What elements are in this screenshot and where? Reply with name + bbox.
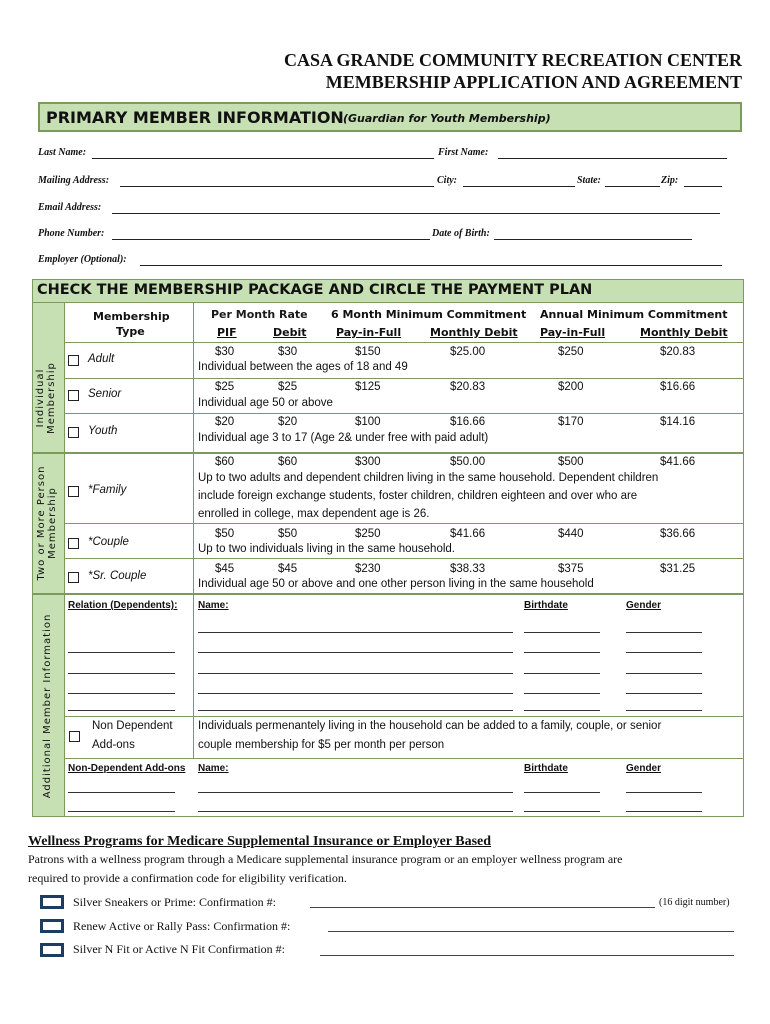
row-divider-3	[64, 523, 744, 524]
couple-debit[interactable]: $50	[278, 528, 298, 540]
sr-couple-six-debit[interactable]: $38.33	[450, 563, 486, 575]
wellness-para-1: Patrons with a wellness program through a Medicare supplemental insurance program or an employer wellness program are	[28, 852, 623, 866]
sidebar-individual-label-line1: Individual	[35, 368, 46, 428]
primary-subheading-text: (Guardian for Youth Membership)	[343, 112, 551, 125]
addon-name-line-1[interactable]	[198, 792, 513, 793]
nondep-label-2: Add-ons	[92, 739, 135, 751]
nondep-label-1: Non Dependent	[92, 720, 173, 732]
sr-couple-checkbox[interactable]	[68, 572, 79, 583]
sr-couple-ann-debit[interactable]: $31.25	[660, 563, 696, 575]
package-heading-text: CHECK THE MEMBERSHIP PACKAGE AND CIRCLE THE PAYMENT PLAN	[37, 282, 593, 298]
family-desc-1: Up to two adults and dependent children living in the same household. Dependent children	[198, 472, 659, 484]
renew-active-label: Renew Active or Rally Pass: Confirmation #:	[73, 919, 291, 933]
silver-sneakers-field[interactable]	[310, 907, 655, 908]
silver-n-fit-checkbox[interactable]	[40, 943, 64, 957]
col-annual: Annual Minimum Commitment	[540, 308, 728, 321]
couple-six-pif[interactable]: $250	[355, 528, 381, 540]
addons-gender-header: Gender	[626, 763, 662, 774]
sidebar-two-label-line2: Membership	[47, 487, 58, 559]
family-ann-pif[interactable]: $500	[558, 456, 584, 468]
col-type-line2: Type	[116, 325, 145, 338]
sidebar-additional-label: Additional Member Information	[42, 613, 53, 799]
sidebar-individual-label-line2: Membership	[46, 362, 57, 434]
addon-birth-line-2[interactable]	[524, 811, 600, 812]
header-divider	[64, 342, 744, 343]
email-field[interactable]	[112, 213, 720, 214]
renew-active-field[interactable]	[328, 931, 734, 932]
row-divider-2	[64, 413, 744, 414]
dep-birth-line-3[interactable]	[524, 673, 600, 674]
adult-checkbox[interactable]	[68, 355, 79, 366]
col-six-pif: Pay-in-Full	[336, 326, 402, 339]
wellness-para-2: required to provide a confirmation code for eligibility verification.	[28, 871, 347, 885]
addon-gender-line-1[interactable]	[626, 792, 702, 793]
nondep-checkbox[interactable]	[69, 731, 80, 742]
couple-pif[interactable]: $50	[215, 528, 235, 540]
youth-six-debit[interactable]: $16.66	[450, 416, 486, 428]
family-ann-debit[interactable]: $41.66	[660, 456, 696, 468]
primary-heading-text: PRIMARY MEMBER INFORMATION	[46, 108, 344, 127]
last-name-label: Last Name:	[38, 147, 87, 158]
document-title-line1: CASA GRANDE COMMUNITY RECREATION CENTER	[283, 50, 742, 70]
couple-desc: Up to two individuals living in the same household.	[198, 543, 455, 555]
nondep-bottom-divider	[64, 758, 744, 759]
adult-type: Adult	[88, 353, 115, 365]
section-divider-2	[32, 593, 744, 595]
couple-ann-pif[interactable]: $440	[558, 528, 584, 540]
sr-couple-six-pif[interactable]: $230	[355, 563, 381, 575]
couple-ann-debit[interactable]: $36.66	[660, 528, 696, 540]
senior-desc: Individual age 50 or above	[198, 397, 333, 409]
couple-six-debit[interactable]: $41.66	[450, 528, 486, 540]
family-debit[interactable]: $60	[278, 456, 298, 468]
addons-birthdate-header: Birthdate	[524, 763, 568, 774]
dep-name-line-3[interactable]	[198, 673, 513, 674]
sr-couple-pif[interactable]: $45	[215, 563, 235, 575]
col-six-debit: Monthly Debit	[430, 326, 518, 339]
document-title-line2: MEMBERSHIP APPLICATION AND AGREEMENT	[325, 72, 742, 92]
adult-ann-pif[interactable]: $250	[558, 346, 584, 358]
dep-relation-line-4[interactable]	[68, 710, 175, 711]
couple-checkbox[interactable]	[68, 538, 79, 549]
phone-field[interactable]	[112, 239, 430, 240]
family-desc-3: enrolled in college, max dependent age is 26.	[198, 508, 430, 520]
family-type: *Family	[88, 484, 127, 496]
first-name-field[interactable]	[498, 158, 727, 159]
adult-desc: Individual between the ages of 18 and 49	[198, 361, 408, 373]
dob-label: Date of Birth:	[432, 228, 490, 239]
employer-field[interactable]	[140, 265, 722, 266]
phone-label: Phone Number:	[38, 228, 105, 239]
sr-couple-debit[interactable]: $45	[278, 563, 298, 575]
wellness-heading: Wellness Programs for Medicare Supplemental Insurance or Employer Based	[28, 834, 492, 849]
family-pif[interactable]: $60	[215, 456, 235, 468]
col-ann-debit: Monthly Debit	[640, 326, 728, 339]
youth-desc: Individual age 3 to 17 (Age 2& under free with paid adult)	[198, 432, 489, 444]
senior-pif[interactable]: $25	[215, 381, 235, 393]
silver-sneakers-note: (16 digit number)	[659, 897, 730, 908]
last-name-field[interactable]	[92, 158, 434, 159]
youth-type: Youth	[88, 425, 118, 437]
nondep-desc-1: Individuals permenantely living in the household can be added to a family, couple, or senior	[198, 720, 662, 732]
addon-relation-line-1[interactable]	[68, 792, 175, 793]
col-type-line1: Membership	[93, 310, 170, 323]
city-field[interactable]	[463, 186, 575, 187]
family-six-pif[interactable]: $300	[355, 456, 381, 468]
row-divider-4	[64, 558, 744, 559]
silver-n-fit-field[interactable]	[320, 955, 734, 956]
state-field[interactable]	[605, 186, 660, 187]
dep-gender-line-3[interactable]	[626, 673, 702, 674]
dependents-birthdate-header: Birthdate	[524, 600, 568, 611]
youth-ann-pif[interactable]: $170	[558, 416, 584, 428]
relation-header: Relation (Dependents):	[68, 600, 178, 611]
sr-couple-ann-pif[interactable]: $375	[558, 563, 584, 575]
addon-name-line-2[interactable]	[198, 811, 513, 812]
addon-birth-line-1[interactable]	[524, 792, 600, 793]
youth-pif[interactable]: $20	[215, 416, 235, 428]
renew-active-checkbox[interactable]	[40, 919, 64, 933]
col-pif: PIF	[217, 326, 237, 339]
sidebar-two-label-line1: Two or More Person	[36, 465, 47, 581]
nondep-col-divider	[193, 716, 194, 758]
section-divider-1	[32, 452, 744, 454]
dep-gender-line-4[interactable]	[626, 693, 702, 694]
youth-checkbox[interactable]	[68, 427, 79, 438]
col-divider-0	[64, 303, 65, 817]
adult-debit[interactable]: $30	[278, 346, 298, 358]
addons-name-header: Name:	[198, 763, 229, 774]
email-label: Email Address:	[38, 202, 102, 213]
dep-relation-line-3[interactable]	[68, 693, 175, 694]
adult-pif[interactable]: $30	[215, 346, 235, 358]
dep-name-line-1[interactable]	[198, 632, 513, 633]
senior-checkbox[interactable]	[68, 390, 79, 401]
dep-name-line-4[interactable]	[198, 693, 513, 694]
dep-birth-line-2[interactable]	[524, 652, 600, 653]
family-six-debit[interactable]: $50.00	[450, 456, 486, 468]
dependents-gender-header: Gender	[626, 600, 662, 611]
silver-n-fit-label: Silver N Fit or Active N Fit Confirmation #:	[73, 942, 285, 956]
youth-six-pif[interactable]: $100	[355, 416, 381, 428]
dep-birth-line-1[interactable]	[524, 632, 600, 633]
sidebar-individual-label	[35, 338, 61, 458]
city-label: City:	[437, 175, 457, 186]
first-name-label: First Name:	[438, 147, 489, 158]
dep-gender-line-5[interactable]	[626, 710, 702, 711]
dep-name-line-2[interactable]	[198, 652, 513, 653]
family-checkbox[interactable]	[68, 486, 79, 497]
adult-six-pif[interactable]: $150	[355, 346, 381, 358]
adult-six-debit[interactable]: $25.00	[450, 346, 486, 358]
mailing-address-field[interactable]	[120, 186, 434, 187]
addon-gender-line-2[interactable]	[626, 811, 702, 812]
primary-member-heading	[38, 102, 742, 132]
zip-label: Zip:	[661, 175, 679, 186]
sidebar-two-label	[36, 453, 62, 593]
col-ann-pif: Pay-in-Full	[540, 326, 606, 339]
silver-sneakers-checkbox[interactable]	[40, 895, 64, 909]
col-month: Per Month Rate	[211, 308, 308, 321]
dep-relation-line-2[interactable]	[68, 673, 175, 674]
nondep-top-divider	[64, 716, 744, 717]
youth-debit[interactable]: $20	[278, 416, 298, 428]
senior-six-debit[interactable]: $20.83	[450, 381, 486, 393]
dep-relation-line-1[interactable]	[68, 652, 175, 653]
youth-ann-debit[interactable]: $14.16	[660, 416, 696, 428]
senior-debit[interactable]: $25	[278, 381, 298, 393]
senior-type: Senior	[88, 388, 122, 400]
dep-birth-line-4[interactable]	[524, 693, 600, 694]
dep-gender-line-2[interactable]	[626, 652, 702, 653]
family-desc-2: include foreign exchange students, foster children, children eighteen and over who are	[198, 490, 638, 502]
col-six: 6 Month Minimum Commitment	[331, 308, 527, 321]
adult-ann-debit[interactable]: $20.83	[660, 346, 696, 358]
addon-relation-line-2[interactable]	[68, 811, 175, 812]
dep-col-divider	[193, 594, 194, 716]
state-label: State:	[577, 175, 601, 186]
col-debit: Debit	[273, 326, 307, 339]
dependents-name-header: Name:	[198, 600, 229, 611]
silver-sneakers-label: Silver Sneakers or Prime: Confirmation #:	[73, 895, 276, 909]
employer-label: Employer (Optional):	[38, 254, 127, 265]
sr-couple-desc: Individual age 50 or above and one other person living in the same household	[198, 578, 594, 590]
couple-type: *Couple	[88, 536, 129, 548]
addons-header: Non-Dependent Add-ons	[68, 763, 186, 774]
dep-gender-line-1[interactable]	[626, 632, 702, 633]
nondep-desc-2: couple membership for $5 per month per person	[198, 739, 445, 751]
senior-ann-pif[interactable]: $200	[558, 381, 584, 393]
senior-ann-debit[interactable]: $16.66	[660, 381, 696, 393]
dep-birth-line-5[interactable]	[524, 710, 600, 711]
dob-field[interactable]	[494, 239, 692, 240]
mailing-address-label: Mailing Address:	[38, 175, 110, 186]
zip-field[interactable]	[684, 186, 722, 187]
row-divider-1	[64, 378, 744, 379]
package-heading	[32, 279, 744, 303]
dep-name-line-5[interactable]	[198, 710, 513, 711]
sr-couple-type: *Sr. Couple	[88, 570, 147, 582]
senior-six-pif[interactable]: $125	[355, 381, 381, 393]
